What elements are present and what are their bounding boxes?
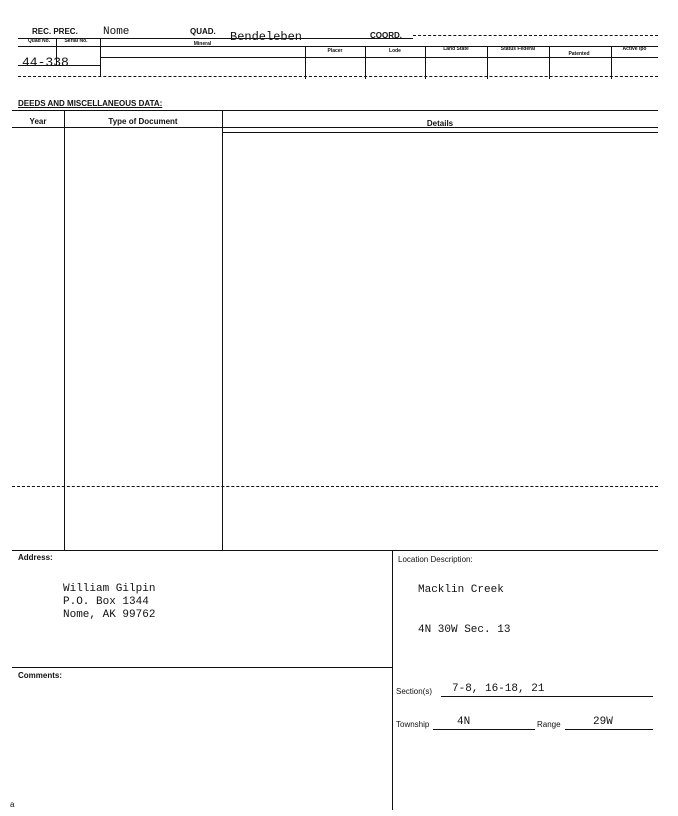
address-top-rule: [12, 550, 658, 551]
grid-line: [365, 46, 366, 79]
coord-label: COORD.: [370, 31, 402, 40]
quad-value: Bendeleben: [230, 30, 303, 44]
col-lode: Lode: [389, 48, 401, 54]
deeds-divider-1: [64, 110, 65, 550]
township-label: Township: [396, 720, 430, 729]
rec-prec-value: Nome: [103, 26, 130, 38]
location-legal: 4N 30W Sec. 13: [418, 624, 511, 636]
col-mineral: Mineral: [193, 41, 212, 47]
colhead-rule-2: [100, 57, 658, 58]
grid-line: [611, 46, 612, 79]
deeds-head-rule: [12, 127, 658, 128]
colhead-rule: [18, 46, 658, 47]
sections-label: Section(s): [396, 687, 433, 696]
scan-mark: a: [10, 800, 15, 809]
address-label: Address:: [18, 553, 53, 562]
address-line-2: P.O. Box 1344: [63, 596, 149, 608]
township-underline: [433, 729, 535, 730]
rec-prec-label: REC. PREC.: [32, 27, 78, 36]
col-quad-no: Quad No.: [27, 38, 51, 44]
location-divider: [392, 550, 393, 810]
address-line-3: Nome, AK 99762: [63, 609, 156, 621]
header-bottom-rule: [18, 76, 658, 77]
deeds-col-year: Year: [29, 117, 47, 126]
range-label: Range: [537, 720, 561, 729]
range-underline: [565, 729, 653, 730]
deeds-title: DEEDS AND MISCELLANEOUS DATA:: [18, 99, 163, 108]
address-line-1: William Gilpin: [63, 583, 156, 595]
col-active-ipo: Active Ipo: [622, 46, 647, 52]
col-land-status-state: Land State: [443, 46, 469, 52]
location-place: Macklin Creek: [418, 584, 504, 596]
quad-label: QUAD.: [190, 27, 216, 36]
deeds-col-type: Type of Document: [108, 117, 178, 126]
township-value: 4N: [457, 716, 471, 728]
comments-label: Comments:: [18, 671, 63, 680]
col-placer: Placer: [327, 48, 343, 54]
grid-line: [100, 38, 101, 76]
location-label: Location Description:: [398, 555, 473, 564]
col-patented: Patented: [568, 51, 590, 57]
header-rule-dashed: [413, 35, 658, 36]
comments-top-rule: [12, 667, 392, 668]
deeds-top-rule: [12, 110, 658, 111]
deeds-col-details: Details: [426, 119, 454, 128]
grid-line: [487, 46, 488, 79]
sections-underline: [441, 696, 653, 697]
grid-line: [305, 46, 306, 79]
sections-value: 7-8, 16-18, 21: [452, 683, 545, 695]
quad-no-value: 44-338: [22, 55, 69, 70]
col-status-federal: Status Federal: [500, 46, 536, 52]
deeds-dashed-rule: [12, 486, 658, 487]
grid-line: [549, 46, 550, 79]
grid-line: [425, 46, 426, 79]
deeds-details-rule: [222, 132, 658, 133]
deeds-divider-2: [222, 110, 223, 550]
address-block: [63, 583, 155, 622]
col-serial-no: Serial No.: [64, 38, 88, 44]
range-value: 29W: [593, 716, 613, 728]
